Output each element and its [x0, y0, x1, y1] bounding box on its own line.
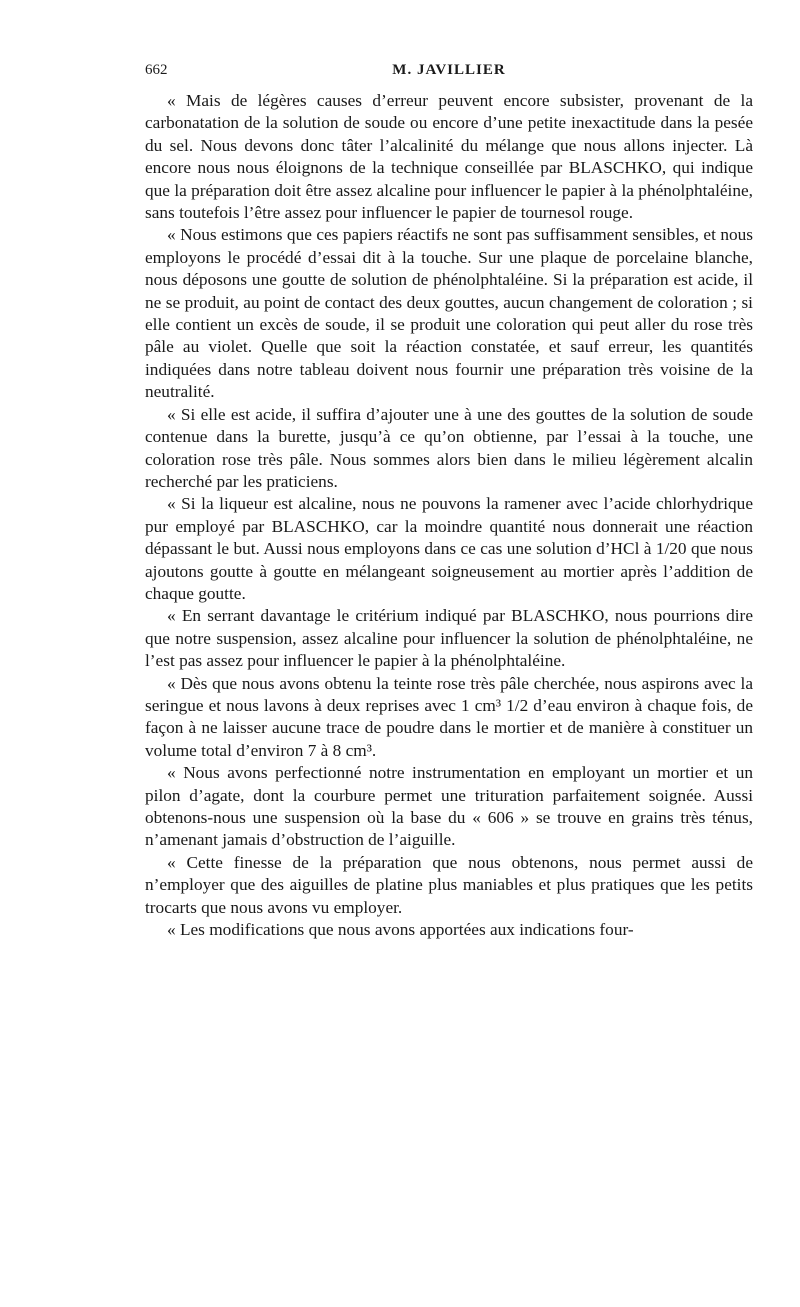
paragraph-6: « Dès que nous avons obtenu la teinte rose très pâle cherchée, nous aspirons avec la seringue et nous lavons à deux reprises avec 1 cm³ 1/2 d’eau environ à chaque fois, de façon à ne laisser aucune trace de poudre dans le mortier et de manière à constituer un volume total d’environ 7 à 8 cm³.: [145, 673, 753, 760]
paragraph-9: « Les modifications que nous avons apportées aux indications four-: [167, 920, 634, 940]
paragraph-1: « Mais de légères causes d’erreur peuvent encore subsister, provenant de la carbonatation de la solution de soude ou encore d’une petite inexactitude dans la pesée du sel. Nous devons donc tâter l’alcalinité du mélange que nous allons injecter. Là encore nous nous éloignons de la technique conseillée par BLASCHKO, qui indique que la préparation doit être assez alcaline pour influencer le papier à la phénolphtaléine, sans toutefois l’être assez pour influencer le papier de tournesol rouge.: [145, 91, 753, 223]
paragraph-4: « Si la liqueur est alcaline, nous ne pouvons la ramener avec l’acide chlorhydrique pur employé par BLASCHKO, car la moindre quantité nous donnerait une réaction dépassant le but. Aussi nous employons dans ce cas une solution d’HCl à 1/20 que nous ajoutons goutte à goutte en mélangeant soigneusement au mortier après l’addition de chaque goutte.: [145, 494, 753, 603]
paragraph-7: « Nous avons perfectionné notre instrumentation en employant un mortier et un pilon d’agate, dont la courbure permet une trituration parfaitement soignée. Aussi obtenons-nous une suspension où la base du « 606 » se trouve en grains très ténus, n’amenant jamais d’obstruction de l’aiguille.: [145, 763, 753, 850]
paragraph-3: « Si elle est acide, il suffira d’ajouter une à une des gouttes de la solution de soude contenue dans la burette, jusqu’à ce qu’on obtienne, par l’essai à la touche, une coloration rose très pâle. Nous sommes alors bien dans le milieu légèrement alcalin recherché par les praticiens.: [145, 404, 753, 491]
running-head: M. JAVILLIER: [392, 62, 506, 78]
paragraph-8: « Cette finesse de la préparation que nous obtenons, nous permet aussi de n’employer que des aiguilles de platine plus maniables et plus pratiques que les petits trocarts que nous avons vu employer.: [145, 852, 753, 917]
paragraph-2: « Nous estimons que ces papiers réactifs ne sont pas suffisamment sensibles, et nous employons le procédé d’essai dit à la touche. Sur une plaque de porcelaine blanche, nous déposons une goutte de solution de phénolphtaléine. Si la préparation est acide, il ne se produit, au point de contact des deux gouttes, aucun changement de coloration ; si elle contient un excès de soude, il se produit une coloration qui peut aller du rose très pâle au violet. Quelle que soit la réaction constatée, et sauf erreur, les quantités indiquées dans notre tableau doivent nous fournir une préparation très voisine de la neutralité.: [145, 225, 753, 402]
page-number: 662: [145, 62, 168, 78]
page: [145, 62, 753, 941]
body-text: [145, 90, 753, 941]
paragraph-5: « En serrant davantage le critérium indiqué par BLASCHKO, nous pourrions dire que notre suspension, assez alcaline pour influencer la solution de phénolphtaléine, ne l’est pas assez pour influencer le papier à la phénolphtaléine.: [145, 606, 753, 671]
page-header: [145, 62, 753, 88]
